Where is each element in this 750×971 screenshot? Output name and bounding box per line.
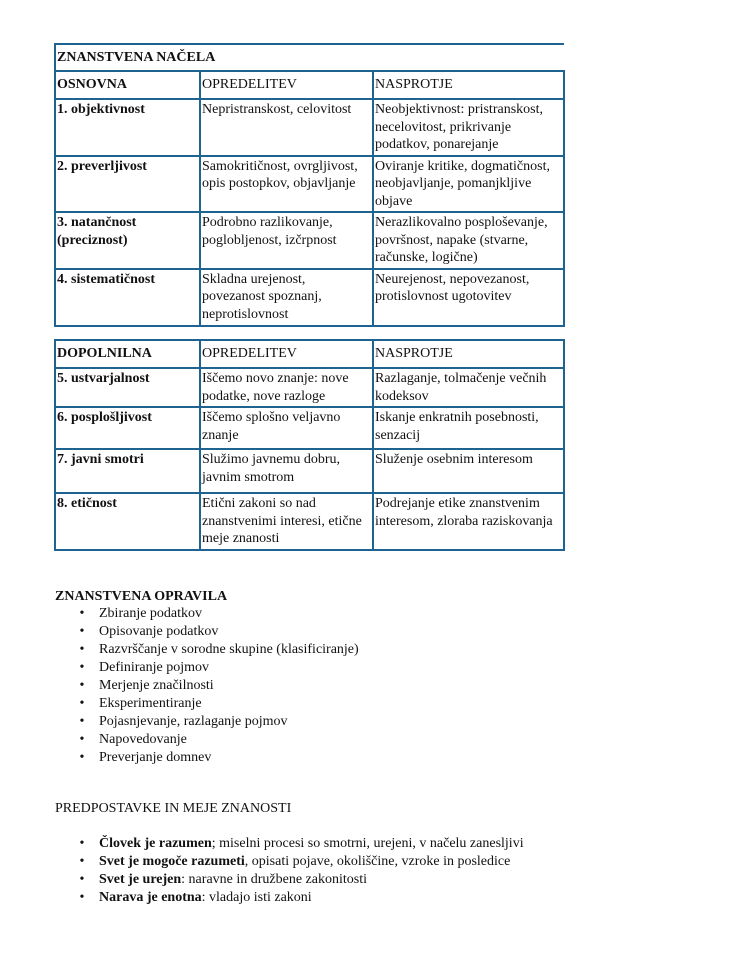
table-row bbox=[55, 407, 564, 449]
header-basic: OSNOVNA bbox=[55, 71, 200, 99]
assumptions-list bbox=[77, 835, 524, 907]
bullet-icon: • bbox=[79, 732, 85, 747]
principle-name: 2. preverljivost bbox=[55, 156, 200, 213]
principle-name: 5. ustvarjalnost bbox=[55, 368, 200, 407]
supplementary-principles-table bbox=[54, 339, 565, 551]
assumption-key: Svet je mogoče razumeti bbox=[99, 854, 245, 869]
header-definition: OPREDELITEV bbox=[200, 71, 373, 99]
assumption-key: Narava je enotna bbox=[99, 890, 202, 905]
principle-definition: Služimo javnemu dobru, javnim smotrom bbox=[200, 449, 373, 493]
assumption-detail: ; miselni procesi so smotrni, urejeni, v načelu zanesljivi bbox=[211, 836, 524, 851]
principle-definition: Podrobno razlikovanje, poglobljenost, izčrpnost bbox=[200, 212, 373, 269]
principle-opposite: Razlaganje, tolmačenje večnih kodeksov bbox=[373, 368, 564, 407]
bullet-icon: • bbox=[79, 836, 85, 851]
assumption-key: Svet je urejen bbox=[99, 872, 182, 887]
principle-opposite: Podrejanje etike znanstvenim interesom, zloraba raziskovanja bbox=[373, 493, 564, 550]
bullet-icon: • bbox=[79, 696, 85, 711]
table-row bbox=[55, 493, 564, 550]
table-header-row bbox=[55, 71, 564, 99]
list-item-text: Napovedovanje bbox=[99, 732, 187, 747]
principle-definition: Nepristranskost, celovitost bbox=[200, 99, 373, 156]
scientific-tasks-list bbox=[77, 605, 359, 767]
bullet-icon: • bbox=[79, 750, 85, 765]
list-item bbox=[77, 835, 524, 853]
bullet-icon: • bbox=[79, 678, 85, 693]
principle-name: 4. sistematičnost bbox=[55, 269, 200, 326]
header-definition: OPREDELITEV bbox=[200, 340, 373, 368]
list-item bbox=[77, 749, 359, 767]
list-item bbox=[77, 605, 359, 623]
list-item-text: Pojasnjevanje, razlaganje pojmov bbox=[99, 714, 288, 729]
header-supplementary: DOPOLNILNA bbox=[55, 340, 200, 368]
principle-opposite: Nerazlikovalno posploševanje, površnost, napake (stvarne, računske, logične) bbox=[373, 212, 564, 269]
assumption-key: Človek je razumen bbox=[99, 836, 212, 851]
principle-definition: Iščemo splošno veljavno znanje bbox=[200, 407, 373, 449]
principle-opposite: Iskanje enkratnih posebnosti, senzacij bbox=[373, 407, 564, 449]
principle-name: 6. posplošljivost bbox=[55, 407, 200, 449]
bullet-icon: • bbox=[79, 606, 85, 621]
header-opposite: NASPROTJE bbox=[373, 71, 564, 99]
principle-opposite: Služenje osebnim interesom bbox=[373, 449, 564, 493]
principle-definition: Samokritičnost, ovrgljivost, opis postopkov, objavljanje bbox=[200, 156, 373, 213]
bullet-icon: • bbox=[79, 642, 85, 657]
list-item bbox=[77, 889, 524, 907]
principle-name: 1. objektivnost bbox=[55, 99, 200, 156]
list-item bbox=[77, 659, 359, 677]
list-item bbox=[77, 871, 524, 889]
table-row bbox=[55, 156, 564, 213]
table-header-row bbox=[55, 340, 564, 368]
assumption-detail: , opisati pojave, okoliščine, vzroke in posledice bbox=[244, 854, 511, 869]
table-title-row bbox=[55, 44, 564, 71]
table-row bbox=[55, 269, 564, 326]
list-item bbox=[77, 713, 359, 731]
list-item bbox=[77, 641, 359, 659]
table-row bbox=[55, 99, 564, 156]
assumptions-heading: PREDPOSTAVKE IN MEJE ZNANOSTI bbox=[55, 801, 292, 816]
list-item-text: Preverjanje domnev bbox=[99, 750, 212, 765]
bullet-icon: • bbox=[79, 872, 85, 887]
assumption-detail: : vladajo isti zakoni bbox=[201, 890, 312, 905]
list-item-text: Eksperimentiranje bbox=[99, 696, 202, 711]
principle-name: 8. etičnost bbox=[55, 493, 200, 550]
list-item bbox=[77, 677, 359, 695]
bullet-icon: • bbox=[79, 660, 85, 675]
table-row bbox=[55, 449, 564, 493]
principle-opposite: Neobjektivnost: pristranskost, necelovitost, prikrivanje podatkov, ponarejanje bbox=[373, 99, 564, 156]
list-item bbox=[77, 623, 359, 641]
list-item-text: Opisovanje podatkov bbox=[99, 624, 219, 639]
bullet-icon: • bbox=[79, 854, 85, 869]
table-title: ZNANSTVENA NAČELA bbox=[55, 44, 564, 71]
assumption-detail: : naravne in družbene zakonitosti bbox=[181, 872, 367, 887]
basic-principles-table bbox=[54, 43, 565, 327]
principle-definition: Skladna urejenost, povezanost spoznanj, neprotislovnost bbox=[200, 269, 373, 326]
principle-opposite: Oviranje kritike, dogmatičnost, neobjavljanje, pomanjkljive objave bbox=[373, 156, 564, 213]
header-opposite: NASPROTJE bbox=[373, 340, 564, 368]
list-item bbox=[77, 731, 359, 749]
list-item-text: Zbiranje podatkov bbox=[99, 606, 203, 621]
principle-name: 3. natančnost (preciznost) bbox=[55, 212, 200, 269]
list-item-text: Razvrščanje v sorodne skupine (klasificiranje) bbox=[99, 642, 359, 657]
table-row bbox=[55, 368, 564, 407]
list-item bbox=[77, 853, 524, 871]
scientific-tasks-heading: ZNANSTVENA OPRAVILA bbox=[55, 589, 228, 604]
bullet-icon: • bbox=[79, 714, 85, 729]
principle-definition: Iščemo novo znanje: nove podatke, nove razloge bbox=[200, 368, 373, 407]
bullet-icon: • bbox=[79, 624, 85, 639]
table-row bbox=[55, 212, 564, 269]
bullet-icon: • bbox=[79, 890, 85, 905]
principle-name: 7. javni smotri bbox=[55, 449, 200, 493]
list-item-text: Merjenje značilnosti bbox=[99, 678, 214, 693]
principle-opposite: Neurejenost, nepovezanost, protislovnost ugotovitev bbox=[373, 269, 564, 326]
list-item-text: Definiranje pojmov bbox=[99, 660, 210, 675]
principle-definition: Etični zakoni so nad znanstvenimi interesi, etične meje znanosti bbox=[200, 493, 373, 550]
list-item bbox=[77, 695, 359, 713]
